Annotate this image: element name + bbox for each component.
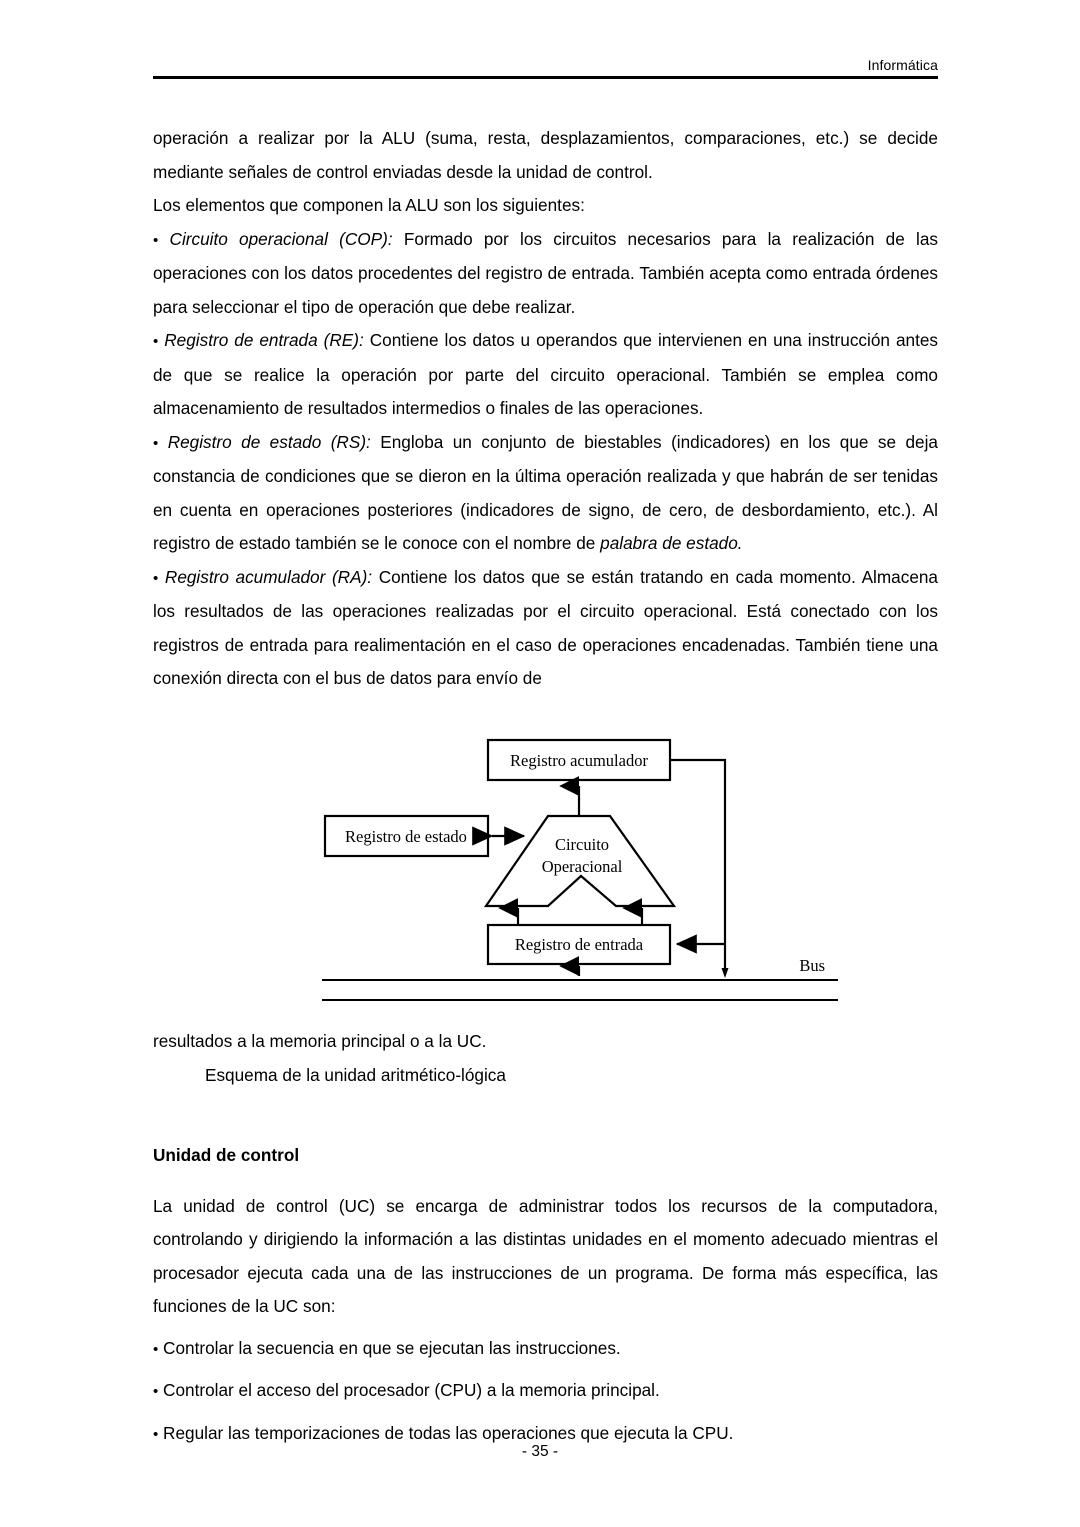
bullet-text: Engloba un conjunto de biestables (indicadores) en los que se deja constancia de condiciones que se dieron en la última operación realizada y que habrán de ser tenidas en cuenta en operaciones posteriores (indicadores de signo, de cero, de desbordamiento, etc.). Al registro de estado también se le conoce con el nombre de	[153, 431, 938, 553]
uc-bullet-1	[153, 1332, 938, 1367]
bullet-term: Registro de entrada (RE):	[164, 330, 364, 350]
figure-bus-lines	[322, 980, 838, 1000]
figure-status-register-box	[325, 816, 488, 856]
section-heading-unidad-de-control	[153, 1139, 938, 1173]
bullet-text: Contiene los datos que se están tratando en cada momento. Almacena los resultados de las operaciones realizadas por el circuito operacional. Está conectado con los registros de entrada para realimentación en el caso de operaciones encadenadas. También tiene una conexión directa con el bus de datos para envío de	[153, 566, 938, 688]
page-header	[153, 56, 938, 79]
bullet-marker: •	[153, 434, 159, 452]
bullet-marker: •	[153, 1383, 159, 1401]
bullet-text: Regular las temporizaciones de todas las operaciones que ejecuta la CPU.	[163, 1422, 734, 1443]
document-content	[153, 122, 938, 696]
bullet-ra	[153, 561, 938, 696]
bullet-term: Registro de estado (RS):	[167, 431, 371, 452]
section-spacer	[153, 1092, 938, 1122]
bullet-marker: •	[153, 1425, 159, 1443]
figure-operational-circuit-label-line1: Circuito	[554, 835, 610, 854]
bullet-marker: •	[153, 333, 159, 350]
bullet-text: Controlar la secuencia en que se ejecutan las instrucciones.	[163, 1337, 621, 1358]
figure-bus-label: Bus	[799, 956, 825, 975]
header-rule	[153, 76, 938, 79]
paragraph-after-figure-text: resultados a la memoria principal o a la UC.	[153, 1031, 487, 1051]
bullet-text: Formado por los circuitos necesarios para la realización de las operaciones con los datos procedentes del registro de entrada. También acepta como entrada órdenes para seleccionar el tipo de operación que debe realizar.	[153, 228, 938, 317]
figure-accumulator-register-label: Registro acumulador	[510, 751, 648, 770]
document-content-lower	[153, 1025, 938, 1451]
paragraph-uc-description-text: La unidad de control (UC) se encarga de administrar todos los recursos de la computadora, controlando y dirigiendo la información a las distintas unidades en el momento adecuado mientras el procesador ejecuta cada una de las instrucciones de un programa. De forma más específica, las funciones de la UC son:	[153, 1195, 938, 1317]
paragraph-alu-elements-text: Los elementos que componen la ALU son los siguientes:	[153, 195, 585, 215]
figure-status-register-label: Registro de estado	[345, 827, 467, 846]
uc-bullet-2	[153, 1374, 938, 1409]
bullet-rs	[153, 426, 938, 561]
figure-input-register-box	[488, 925, 670, 964]
figure-operational-circuit-label-line2: Operacional	[541, 857, 623, 876]
bullet-text: Contiene los datos u operandos que intervienen en una instrucción antes de que se realice la operación por parte del circuito operacional. También se emplea como almacenamiento de resultados intermedios o finales de las operaciones.	[153, 330, 938, 418]
paragraph-intro-text: operación a realizar por la ALU (suma, resta, desplazamientos, comparaciones, etc.) se decide mediante señales de control enviadas desde la unidad de control.	[153, 128, 938, 182]
bullet-text-italic-tail: palabra de estado.	[600, 533, 743, 553]
figure-operational-circuit-shape	[486, 816, 674, 906]
bullet-term: Registro acumulador (RA):	[164, 566, 373, 587]
bullet-marker: •	[153, 569, 159, 587]
bullet-marker: •	[153, 1340, 159, 1358]
page-number: - 35 -	[521, 1443, 559, 1460]
paragraph-after-figure	[153, 1025, 938, 1059]
paragraph-uc-description	[153, 1190, 938, 1324]
bullet-marker: •	[153, 231, 159, 249]
header-title: Informática	[867, 57, 938, 73]
bullet-text: Controlar el acceso del procesador (CPU) a la memoria principal.	[163, 1380, 660, 1401]
figure-caption	[153, 1059, 938, 1093]
figure-input-register-label: Registro de entrada	[514, 935, 644, 954]
bullet-term: Circuito operacional (COP):	[169, 228, 393, 249]
figure-accumulator-bus-routing	[670, 760, 729, 978]
paragraph-intro	[153, 122, 938, 189]
page-footer	[0, 1443, 1080, 1461]
section-heading-text: Unidad de control	[153, 1145, 300, 1166]
alu-diagram	[300, 728, 860, 1018]
bullet-cop	[153, 223, 938, 325]
bullet-re	[153, 324, 938, 426]
paragraph-alu-elements	[153, 189, 938, 223]
figure-accumulator-register-box	[488, 740, 670, 780]
figure-caption-text: Esquema de la unidad aritmético-lógica	[205, 1064, 506, 1085]
